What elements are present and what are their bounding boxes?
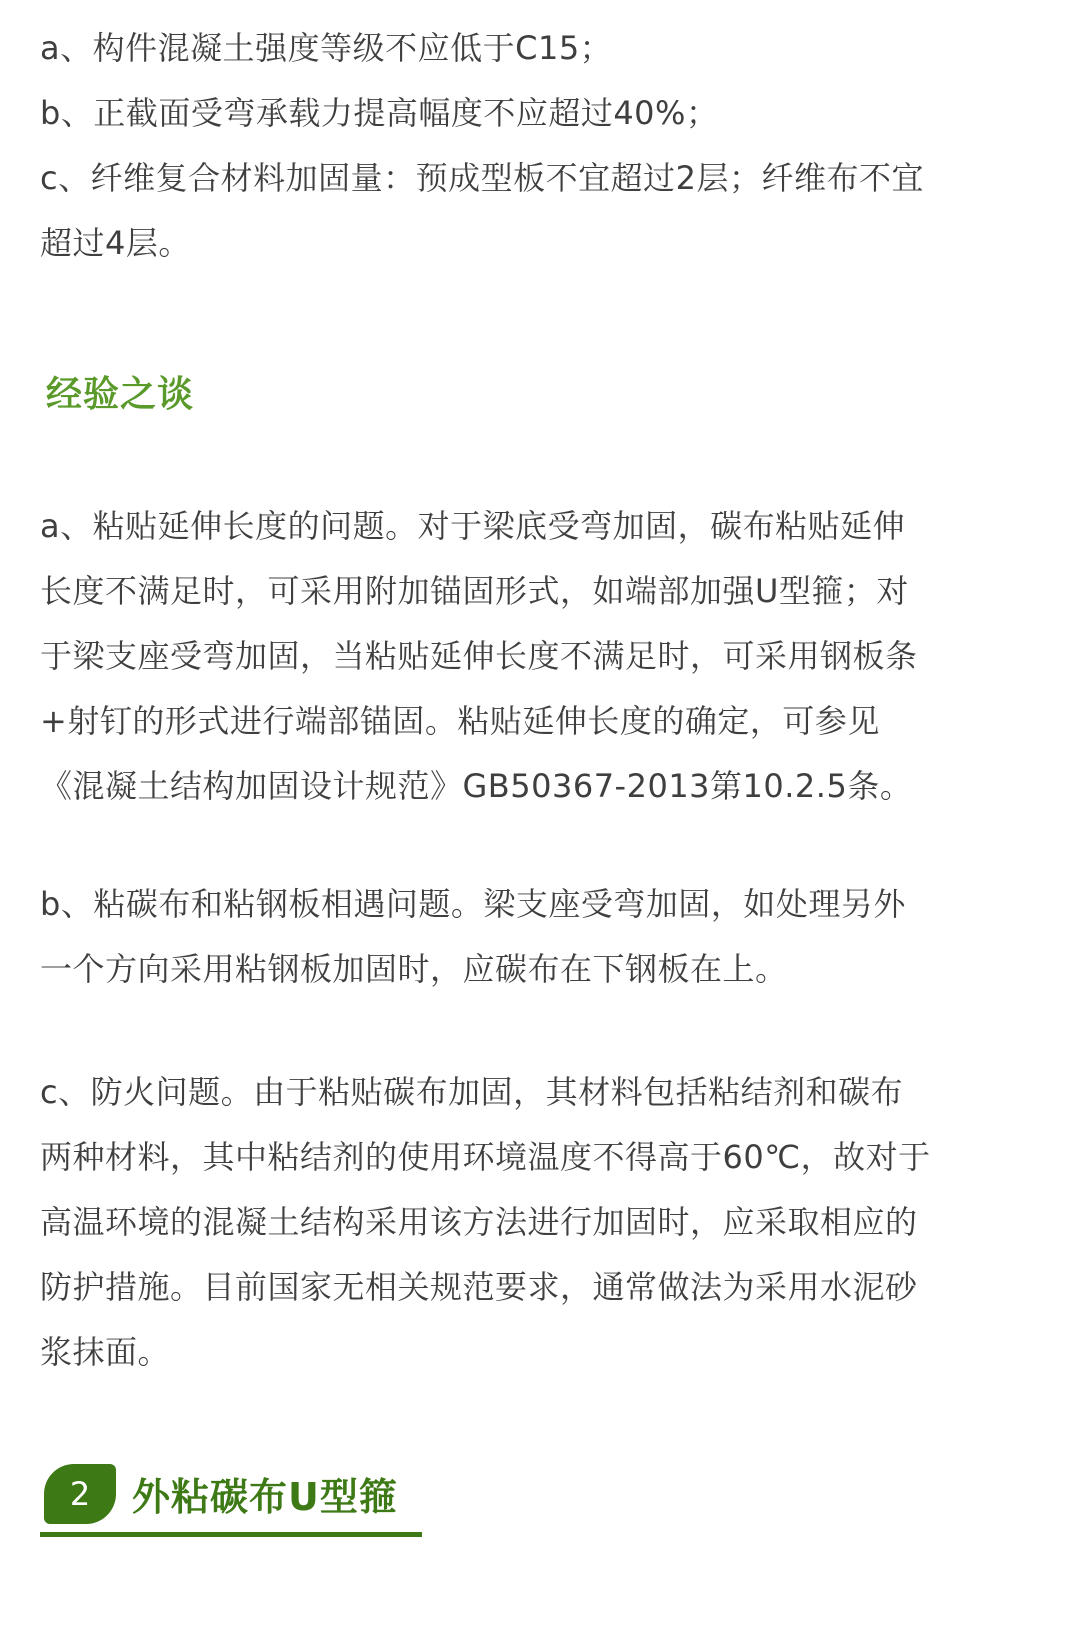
paragraph-line: b、粘碳布和粘钢板相遇问题。梁支座受弯加固，如处理另外 — [40, 885, 906, 923]
experience-item-a — [40, 494, 1040, 819]
paragraph-line: 长度不满足时，可采用附加锚固形式，如端部加强U型箍；对 — [40, 572, 909, 610]
paragraph-line: 一个方向采用粘钢板加固时，应碳布在下钢板在上。 — [40, 950, 788, 988]
requirement-c: c、纤维复合材料加固量：预成型板不宜超过2层；纤维布不宜 — [40, 159, 924, 197]
paragraph-line: 高温环境的混凝土结构采用该方法进行加固时，应采取相应的 — [40, 1203, 918, 1241]
paragraph-line: 《混凝土结构加固设计规范》GB50367-2013第10.2.5条。 — [40, 767, 913, 805]
requirement-c-continued: 超过4层。 — [40, 224, 191, 262]
requirement-b: b、正截面受弯承载力提高幅度不应超过40%； — [40, 94, 719, 132]
paragraph-line: 浆抹面。 — [40, 1333, 171, 1371]
section-underline — [40, 1532, 422, 1537]
section-number-badge: 2 — [44, 1464, 116, 1524]
paragraph-line: c、防火问题。由于粘贴碳布加固，其材料包括粘结剂和碳布 — [40, 1073, 904, 1111]
requirements-list — [40, 16, 1040, 276]
paragraph-line: 两种材料，其中粘结剂的使用环境温度不得高于60℃，故对于 — [40, 1138, 931, 1176]
paragraph-line: +射钉的形式进行端部锚固。粘贴延伸长度的确定，可参见 — [40, 702, 880, 740]
experience-heading: 经验之谈 — [46, 374, 195, 415]
section-header — [40, 1458, 438, 1550]
paragraph-line: 防护措施。目前国家无相关规范要求，通常做法为采用水泥砂 — [40, 1268, 918, 1306]
experience-item-c — [40, 1060, 1040, 1385]
paragraph-line: a、粘贴延伸长度的问题。对于梁底受弯加固，碳布粘贴延伸 — [40, 507, 906, 545]
requirement-a: a、构件混凝土强度等级不应低于C15； — [40, 29, 613, 67]
section-title: 外粘碳布U型箍 — [132, 1475, 398, 1519]
experience-item-b — [40, 872, 1040, 1002]
paragraph-line: 于梁支座受弯加固，当粘贴延伸长度不满足时，可采用钢板条 — [40, 637, 918, 675]
